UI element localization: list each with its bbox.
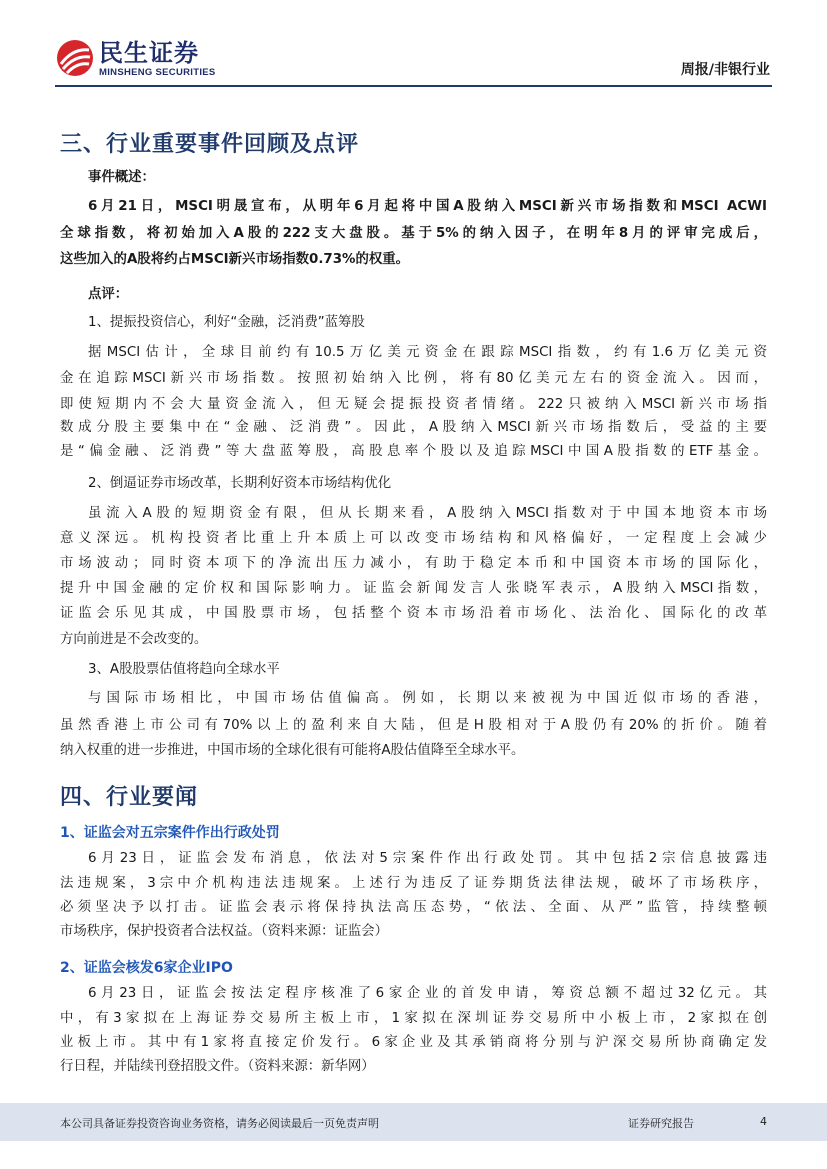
comment-label: 点评：	[88, 287, 129, 302]
footer-disclaimer: 本公司具备证券投资咨询业务资格，请务必阅读最后一页免责声明	[60, 1117, 379, 1130]
body-line: 意义深远。机构投资者比重上升本质上可以改变市场结构和风格偏好，一定程度上会减少	[60, 531, 767, 546]
body-line: 数成分股主要集中在“金融、泛消费”。因此，A股纳入MSCI新兴市场指数后，受益的主要	[60, 420, 767, 435]
body-line: 市场波动；同时资本项下的净流出压力减小，有助于稳定本币和中国资本市场的国际化，	[60, 556, 767, 571]
company-logo	[55, 38, 216, 80]
section-4-title: 四、行业要闻	[60, 785, 199, 810]
page-number: 4	[760, 1115, 767, 1128]
body-line: 方向前进是不会改变的。	[60, 632, 208, 647]
news-line: 行日程，并陆续刊登招股文件。（资料来源：新华网）	[60, 1059, 375, 1074]
point-1-title: 1、提振投资信心，利好“金融，泛消费”蓝筹股	[88, 315, 365, 330]
body-line: 是“偏金融、泛消费”等大盘蓝筹股，高股息率个股以及追踪MSCI中国A股指数的ETF基金。	[60, 444, 767, 459]
overview-line: 全球指数，将初始加入A股的222支大盘股。基于5%的纳入因子，在明年8月的评审完成后，	[60, 226, 767, 241]
news-line: 法违规案，3宗中介机构违法违规案。上述行为违反了证券期货法律法规，破坏了市场秩序，	[60, 876, 767, 891]
header-divider	[55, 85, 772, 87]
news-line: 业板上市。其中有1家将直接定价发行。6家企业及其承销商将分别与沪深交易所协商确定发	[60, 1035, 767, 1050]
page-footer	[0, 1103, 827, 1141]
body-line: 证监会乐见其成，中国股票市场，包括整个资本市场沿着市场化、法治化、国际化的改革	[60, 606, 767, 621]
point-2-title: 2、倒逼证券市场改革，长期利好资本市场结构优化	[88, 476, 392, 491]
logo-english-name: MINSHENG SECURITIES	[99, 67, 216, 78]
news-line: 中，有3家拟在上海证券交易所主板上市，1家拟在深圳证券交易所中小板上市，2家拟在创	[60, 1011, 767, 1026]
news-line: 6月23日，证监会按法定程序核准了6家企业的首发申请，筹资总额不超过32亿元。其	[88, 986, 767, 1001]
news-line: 必须坚决予以打击。证监会表示将保持执法高压态势，“依法、全面、从严”监管，持续整顿	[60, 900, 767, 915]
body-line: 与国际市场相比，中国市场估值偏高。例如，长期以来被视为中国近似市场的香港，	[88, 691, 767, 706]
report-type-label: 周报/非银行业	[680, 62, 770, 78]
minsheng-logo-icon	[55, 38, 95, 78]
body-line: 纳入权重的进一步推进，中国市场的全球化很有可能将A股估值降至全球水平。	[60, 743, 525, 758]
overview-line: 这些加入的A股将约占MSCI新兴市场指数0.73%的权重。	[60, 252, 410, 267]
point-3-title: 3、A股股票估值将趋向全球水平	[88, 662, 280, 677]
news-line: 6月23日，证监会发布消息，依法对5宗案件作出行政处罚。其中包括2宗信息披露违	[88, 851, 767, 866]
body-line: 虽流入A股的短期资金有限，但从长期来看，A股纳入MSCI指数对于中国本地资本市场	[88, 506, 767, 521]
footer-report-label: 证券研究报告	[628, 1117, 694, 1130]
news-2-title: 2、证监会核发6家企业IPO	[60, 960, 233, 976]
body-line: 提升中国金融的定价权和国际影响力。证监会新闻发言人张晓军表示，A股纳入MSCI指数，	[60, 581, 767, 596]
body-line: 即使短期内不会大量资金流入，但无疑会提振投资者情绪。222只被纳入MSCI新兴市场指	[60, 397, 767, 412]
overview-label: 事件概述：	[88, 170, 155, 185]
body-line: 金在追踪MSCI新兴市场指数。按照初始纳入比例，将有80亿美元左右的资金流入。因而，	[60, 371, 767, 386]
news-line: 市场秩序，保护投资者合法权益。（资料来源：证监会）	[60, 924, 389, 939]
section-3-title: 三、行业重要事件回顾及点评	[60, 132, 360, 157]
news-1-title: 1、证监会对五宗案件作出行政处罚	[60, 825, 280, 841]
body-line: 据MSCI估计，全球目前约有10.5万亿美元资金在跟踪MSCI指数，约有1.6万亿美元资	[88, 345, 767, 360]
body-line: 虽然香港上市公司有70%以上的盈利来自大陆，但是H股相对于A股仍有20%的折价。随着	[60, 718, 767, 733]
logo-chinese-name: 民生证券	[99, 39, 199, 67]
overview-line: 6月21日，MSCI明晟宣布，从明年6月起将中国A股纳入MSCI新兴市场指数和MSCI ACWI	[88, 199, 767, 214]
